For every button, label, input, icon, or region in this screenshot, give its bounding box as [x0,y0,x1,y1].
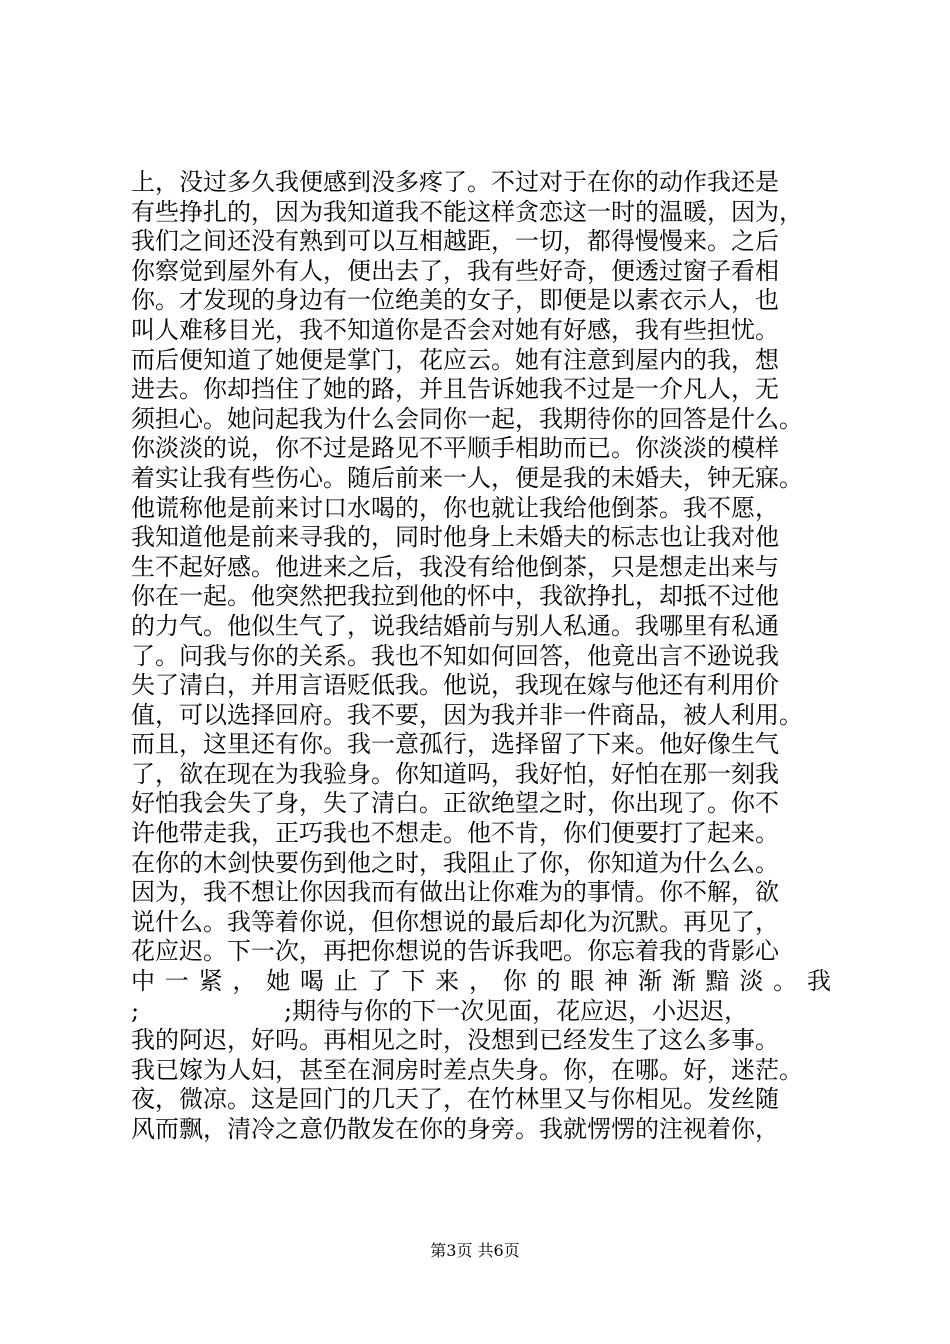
text-line: 叫人难移目光，我不知道你是否会对她有好感，我有些担忧。 [131,315,779,344]
text-glyph: 我 [806,967,831,996]
text-glyph: 眼 [570,967,595,996]
text-line: 须担心。她问起我为什么会同你一起，我期待你的回答是什么。 [131,404,803,433]
text-line: 他谎称他是前来讨口水喝的，你也就让我给他倒茶。我不愿， [131,493,779,522]
text-line: 你淡淡的说，你不过是路见不平顺手相助而已。你淡淡的模样 [131,434,779,463]
text-line: 了，欲在现在为我验身。你知道吗，我好怕，好怕在那一刻我 [131,759,779,788]
text-glyph: 中 [131,967,155,996]
text-glyph: 黯 [705,967,730,996]
text-line: 你察觉到屋外有人，便出去了，我有些好奇，便透过窗子看相 [131,256,779,285]
text-glyph: ， [468,967,493,996]
text-glyph: 神 [604,967,629,996]
text-line: 你在一起。他突然把我拉到他的怀中，我欲挣扎，却抵不过他 [131,582,779,611]
text-glyph: 的 [536,967,561,996]
text-line: ; ;期待与你的下一次见面，花应迟，小迟迟， [131,996,749,1025]
text-line: 风而飘，清冷之意仍散发在你的身旁。我就愣愣的注视着你， [131,1115,779,1143]
text-line: 我们之间还没有熟到可以互相越距，一切，都得慢慢来。之后 [131,227,779,256]
text-line: 而且，这里还有你。我一意孤行，选择留了下来。他好像生气 [131,730,779,759]
text-line: 的力气。他似生气了，说我结婚前与别人私通。我哪里有私通 [131,611,779,640]
text-line: 生不起好感。他进来之后，我没有给他倒茶，只是想走出来与 [131,552,779,581]
text-glyph: 一 [164,967,189,996]
text-line: 在你的木剑快要伤到他之时，我阻止了你，你知道为什么么。 [131,848,779,877]
text-line: 许他带走我，正巧我也不想走。他不肯，你们便要打了起来。 [131,819,779,848]
text-line: 夜，微凉。这是回门的几天了，在竹林里又与你相见。发丝随 [131,1085,779,1114]
text-line: 我知道他是前来寻我的，同时他身上未婚夫的标志也让我对他 [131,523,779,552]
text-glyph: 下 [401,967,426,996]
text-glyph: 来 [435,967,460,996]
text-glyph: 紧 [198,967,223,996]
page-number-footer: 第3页 共6页 [430,1241,520,1260]
text-line: 进去。你却挡住了她的路，并且告诉她我不过是一介凡人，无 [131,375,779,404]
text-glyph: 渐 [671,967,696,996]
text-line: 好怕我会失了身，失了清白。正欲绝望之时，你出现了。你不 [131,789,779,818]
text-glyph: 止 [333,967,358,996]
text-line: 有些挣扎的，因为我知道我不能这样贪恋这一时的温暖，因为， [131,197,803,226]
text-line: 上，没过多久我便感到没多疼了。不过对于在你的动作我还是 [131,168,779,196]
text-glyph: 她 [266,967,291,996]
text-glyph: 了 [367,967,392,996]
text-line: 值，可以选择回府。我不要，因为我并非一件商品，被人利用。 [131,700,803,729]
text-line: 因为，我不想让你因我而有做出让你难为的事情。你不解，欲 [131,878,779,907]
text-line: 了。问我与你的关系。我也不知如何回答，他竟出言不逊说我 [131,641,779,670]
text-line: 我的阿迟，好吗。再相见之时，没想到已经发生了这么多事。 [131,1026,779,1055]
text-line: 我已嫁为人妇，甚至在洞房时差点失身。你，在哪。好，迷茫。 [131,1055,803,1084]
text-line: 而后便知道了她便是掌门，花应云。她有注意到屋内的我，想 [131,345,779,374]
text-line: 失了清白，并用言语贬低我。他说，我现在嫁与他还有利用价 [131,671,779,700]
text-line: 花应迟。下一次，再把你想说的告诉我吧。你忘着我的背影心 [131,937,779,966]
text-glyph: ， [232,967,257,996]
body-text [131,168,831,1145]
text-line: 着实让我有些伤心。随后前来一人，便是我的未婚夫，钟无寐。 [131,463,803,492]
text-glyph: 喝 [299,967,324,996]
text-glyph: 。 [773,967,798,996]
text-line-justified [131,967,831,997]
text-line: 你。才发现的身边有一位绝美的女子，即便是以素衣示人，也 [131,286,779,315]
text-glyph: 淡 [739,967,764,996]
text-glyph: 你 [502,967,527,996]
text-glyph: 渐 [637,967,662,996]
text-line: 说什么。我等着你说，但你想说的最后却化为沉默。再见了， [131,907,779,936]
